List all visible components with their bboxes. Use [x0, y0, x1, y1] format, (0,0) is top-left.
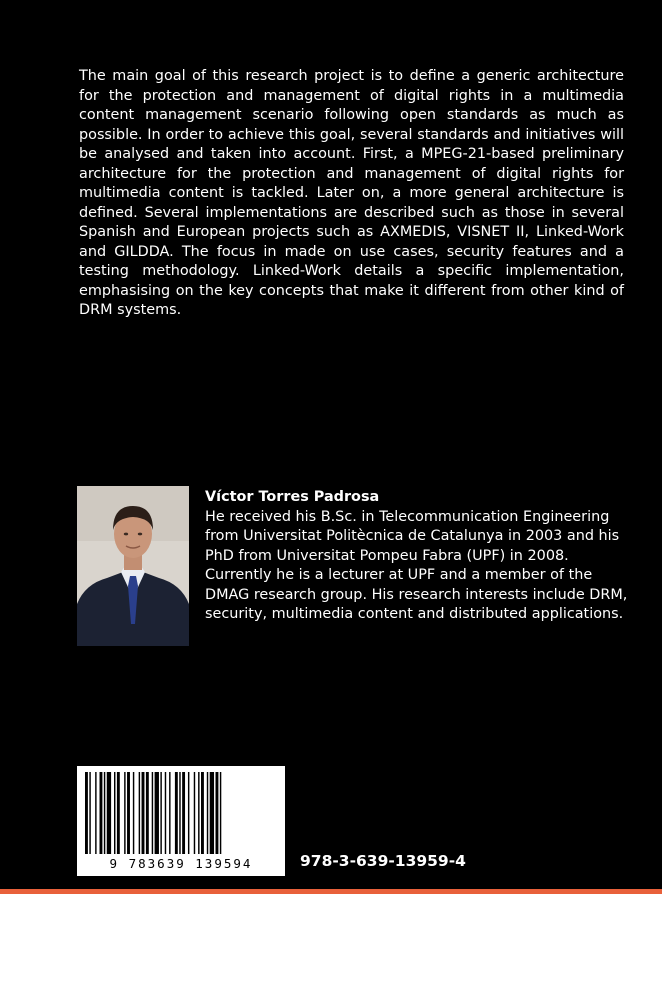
barcode-bar	[146, 772, 149, 854]
barcode-bar	[104, 772, 105, 854]
barcode-bar	[179, 772, 180, 854]
author-bio: He received his B.Sc. in Telecommunication Engineering from Universitat Politècnica de Catalunya in 2003 and his PhD from Universitat Pompeu Fabra (UPF) in 2008. Currently he is a lecturer at UPF and a member of the DMAG research group. His research interests include DRM, security, multimedia content and distributed applications.	[205, 509, 628, 623]
barcode-bar	[152, 772, 153, 854]
barcode-bar	[155, 772, 159, 854]
barcode-digits: 9 783639 139594	[109, 856, 253, 871]
barcode-bar	[117, 772, 120, 854]
barcode-bar	[100, 772, 103, 854]
barcode-bar	[188, 772, 189, 854]
barcode-bar	[89, 772, 90, 854]
barcode-bar	[142, 772, 145, 854]
barcode-bar	[127, 772, 130, 854]
barcode-bar	[220, 772, 221, 854]
author-photo	[77, 486, 189, 646]
isbn-number: 978-3-639-13959-4	[300, 852, 466, 870]
barcode-bar	[160, 772, 161, 854]
barcode-bar	[182, 772, 185, 854]
barcode-bar	[210, 772, 214, 854]
barcode-bar	[165, 772, 166, 854]
accent-stripe	[0, 889, 662, 894]
author-name: Víctor Torres Padrosa	[205, 489, 380, 505]
barcode-bar	[207, 772, 208, 854]
barcode-bar	[175, 772, 178, 854]
barcode-bar	[139, 772, 140, 854]
abstract-text: The main goal of this research project is to define a generic architecture for the protection and management of digital rights in a multimedia content management scenario following open standards as much as possible. In order to achieve this goal, several standards and initiatives will be analysed and taken into account. First, a MPEG-21-based preliminary architecture for the protection and management of digital rights for multimedia content is tackled. Later on, a more general architecture is defined. Several implementations are described such as those in several Spanish and European projects such as AXMEDIS, VISNET II, Linked-Work and GILDDA. The focus in made on use cases, security features and a testing methodology. Linked-Work details a specific implementation, emphasising on the key concepts that make it different from other kind of DRM systems.	[79, 68, 624, 318]
barcode-bar	[201, 772, 204, 854]
barcode	[77, 766, 285, 876]
barcode-bar	[114, 772, 115, 854]
barcode-bar	[216, 772, 219, 854]
barcode-bar	[95, 772, 96, 854]
barcode-bar	[198, 772, 199, 854]
barcode-bar	[107, 772, 111, 854]
barcode-bar	[169, 772, 170, 854]
barcode-bar	[194, 772, 195, 854]
barcode-bar	[133, 772, 134, 854]
barcode-bar	[85, 772, 88, 854]
barcode-bar	[124, 772, 125, 854]
